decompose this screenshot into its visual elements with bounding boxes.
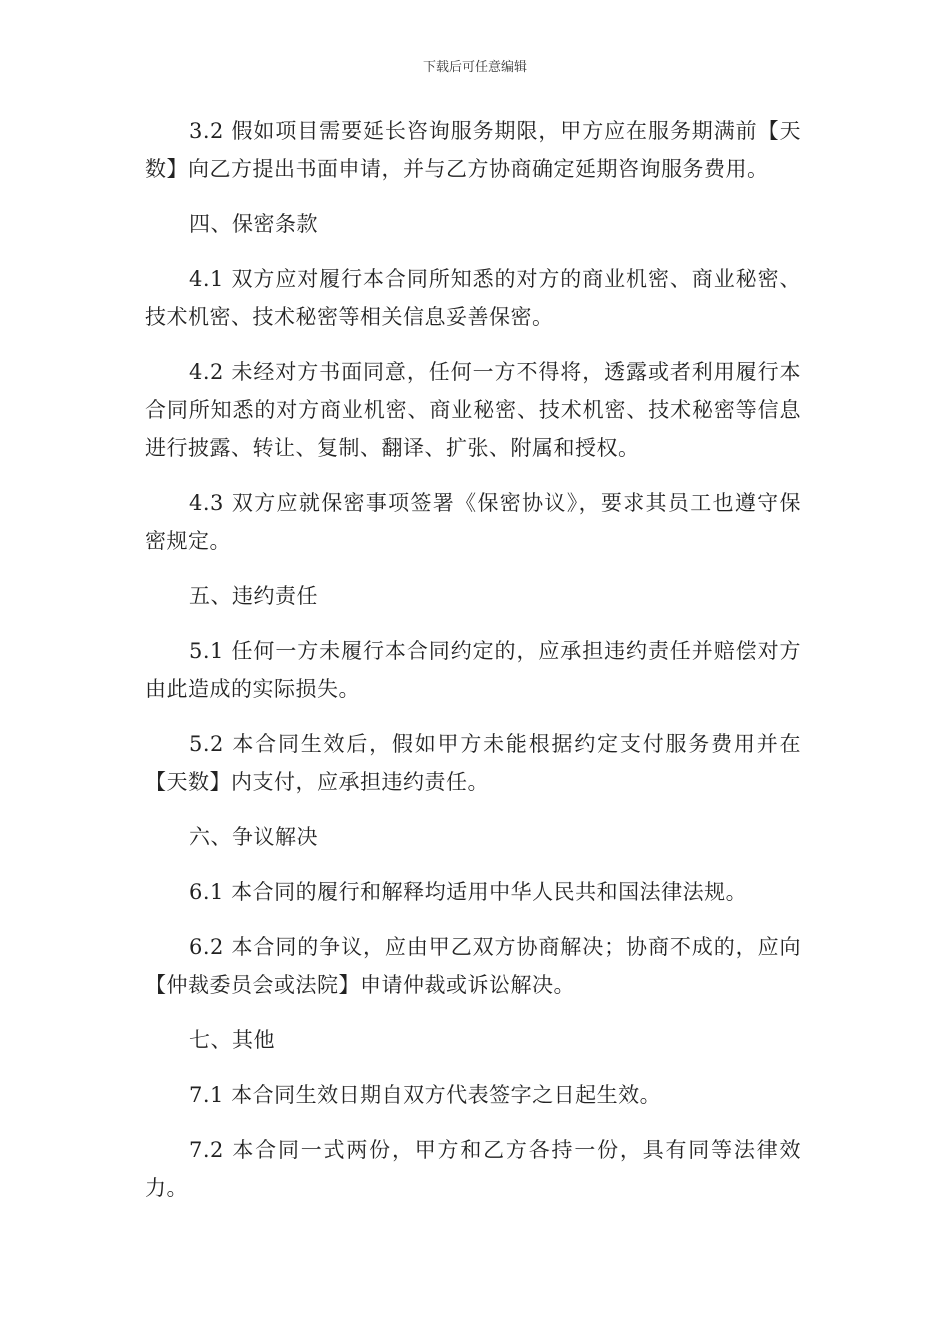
clause-5-1: 5.1 任何一方未履行本合同约定的，应承担违约责任并赔偿对方由此造成的实际损失。 bbox=[145, 639, 801, 701]
clause-4-3: 4.3 双方应就保密事项签署《保密协议》，要求其员工也遵守保密规定。 bbox=[145, 491, 801, 553]
section-heading-breach: 五、违约责任 bbox=[189, 584, 318, 608]
clause-7-2: 7.2 本合同一式两份，甲方和乙方各持一份，具有同等法律效力。 bbox=[145, 1138, 801, 1200]
clause-3-2: 3.2 假如项目需要延长咨询服务期限，甲方应在服务期满前【天数】向乙方提出书面申请，并与乙方协商确定延期咨询服务费用。 bbox=[145, 119, 801, 181]
clause-4-1: 4.1 双方应对履行本合同所知悉的对方的商业机密、商业秘密、技术机密、技术秘密等相关信息妥善保密。 bbox=[145, 267, 801, 329]
clause-6-2: 6.2 本合同的争议，应由甲乙双方协商解决；协商不成的，应向【仲裁委员会或法院】申请仲裁或诉讼解决。 bbox=[145, 935, 801, 997]
clause-6-1: 6.1 本合同的履行和解释均适用中华人民共和国法律法规。 bbox=[189, 880, 748, 904]
clause-5-2: 5.2 本合同生效后，假如甲方未能根据约定支付服务费用并在【天数】内支付，应承担违约责任。 bbox=[145, 732, 801, 794]
page-header-note: 下载后可任意编辑 bbox=[422, 60, 527, 75]
document-body bbox=[145, 112, 801, 1224]
section-heading-confidentiality: 四、保密条款 bbox=[189, 212, 318, 236]
section-heading-dispute: 六、争议解决 bbox=[189, 825, 318, 849]
clause-4-2: 4.2 未经对方书面同意，任何一方不得将，透露或者利用履行本合同所知悉的对方商业机密、商业秘密、技术机密、技术秘密等信息进行披露、转让、复制、翻译、扩张、附属和授权。 bbox=[145, 360, 801, 460]
clause-7-1: 7.1 本合同生效日期自双方代表签字之日起生效。 bbox=[189, 1083, 662, 1107]
section-heading-other: 七、其他 bbox=[189, 1028, 275, 1052]
